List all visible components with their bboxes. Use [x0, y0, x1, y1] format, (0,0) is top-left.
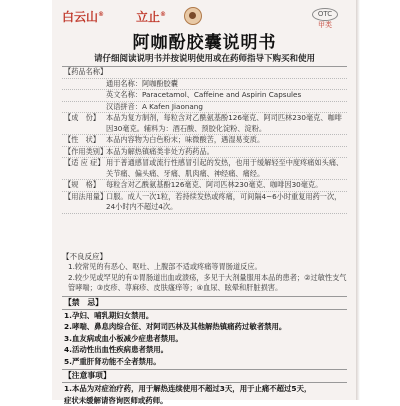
brand-lizhi: 立止®	[136, 8, 166, 25]
row-generic-name: 通用名称：阿咖酚胶囊	[62, 79, 347, 91]
otc-label	[310, 8, 340, 30]
drug-info-table	[62, 66, 347, 214]
brand-logo-icon	[184, 7, 202, 25]
contraindications-heading: 【禁 忌】	[62, 296, 347, 310]
row-english-name: 英文名称：Paracetamol、Caffeine and Aspirin Capsules	[62, 90, 347, 102]
row-drug-name: 【药品名称】	[62, 67, 347, 79]
usage-warning: 请仔细阅读说明书并按说明使用或在药师指导下购买和使用	[52, 52, 357, 64]
adverse-item: 2.较少见或罕见的有①胃肠道出血或溃疡，多见于大剂量服用本品的患者；②过敏性支气管哮喘；③皮疹、荨麻疹、皮肤瘙痒等；④血尿、眩晕和肝脏损害。	[62, 273, 347, 294]
leaflet-sheet	[52, 0, 357, 400]
precaution-item: 1.本品为对症治疗药，用于解热连续使用不超过3天，用于止痛不超过5天，	[62, 383, 347, 395]
row-ingredients: 【成 份】 本品为复方制剂，每粒含对乙酰氨基酚126毫克、阿司匹林230毫克、咖啡因30毫克。辅料为：酒石酸、预胶化淀粉、淀粉。	[62, 113, 347, 135]
otc-class: 甲类	[310, 21, 340, 30]
contraindication-item: 1.孕妇、哺乳期妇女禁用。	[62, 310, 347, 322]
leaflet-header	[60, 6, 350, 26]
precaution-item: 症状未缓解请咨询医师或药师。	[62, 395, 347, 406]
otc-badge: OTC	[312, 8, 338, 21]
adverse-reactions-heading: 【不良反应】	[62, 251, 347, 262]
precautions-heading: 【注意事项】	[62, 369, 347, 383]
contraindication-item: 4.活动性出血性疾病患者禁用。	[62, 344, 347, 356]
adverse-item: 1.较常见的有恶心、呕吐、上腹部不适或疼痛等胃肠道反应。	[62, 262, 347, 273]
leaflet-lower-section	[62, 248, 347, 406]
contraindication-item: 3.血友病或血小板减少症患者禁用。	[62, 333, 347, 345]
row-indications: 【适 应 症】 用于普通感冒或流行性感冒引起的发热，也用于缓解轻至中度疼痛如头痛、关节痛、偏头痛、牙痛、肌肉痛、神经痛、痛经。	[62, 158, 347, 180]
contraindication-item: 2.哮喘、鼻息肉综合征、对阿司匹林及其他解热镇痛药过敏者禁用。	[62, 321, 347, 333]
row-dosage: 【用法用量】 口服。成人一次1粒，若持续发热或疼痛，可间隔4~6小时重复用药一次，24小时内不超过4次。	[62, 192, 347, 214]
brand-baiyunshan: 白云山®	[62, 8, 104, 25]
row-pinyin: 汉语拼音：A Kafen Jiaonang	[62, 102, 347, 114]
sheet-shadow	[356, 0, 360, 400]
row-category: 【作用类别】 本品为解热镇痛类非处方药药品。	[62, 147, 347, 159]
contraindication-item: 5.严重肝肾功能不全者禁用。	[62, 356, 347, 368]
row-appearance: 【性 状】 本品内容物为白色粉末；味微酸苦，遇湿易变质。	[62, 135, 347, 147]
document-title: 阿咖酚胶囊说明书	[52, 28, 357, 53]
row-specification: 【规 格】 每粒含对乙酰氨基酚126毫克、阿司匹林230毫克、咖啡因30毫克。	[62, 180, 347, 192]
